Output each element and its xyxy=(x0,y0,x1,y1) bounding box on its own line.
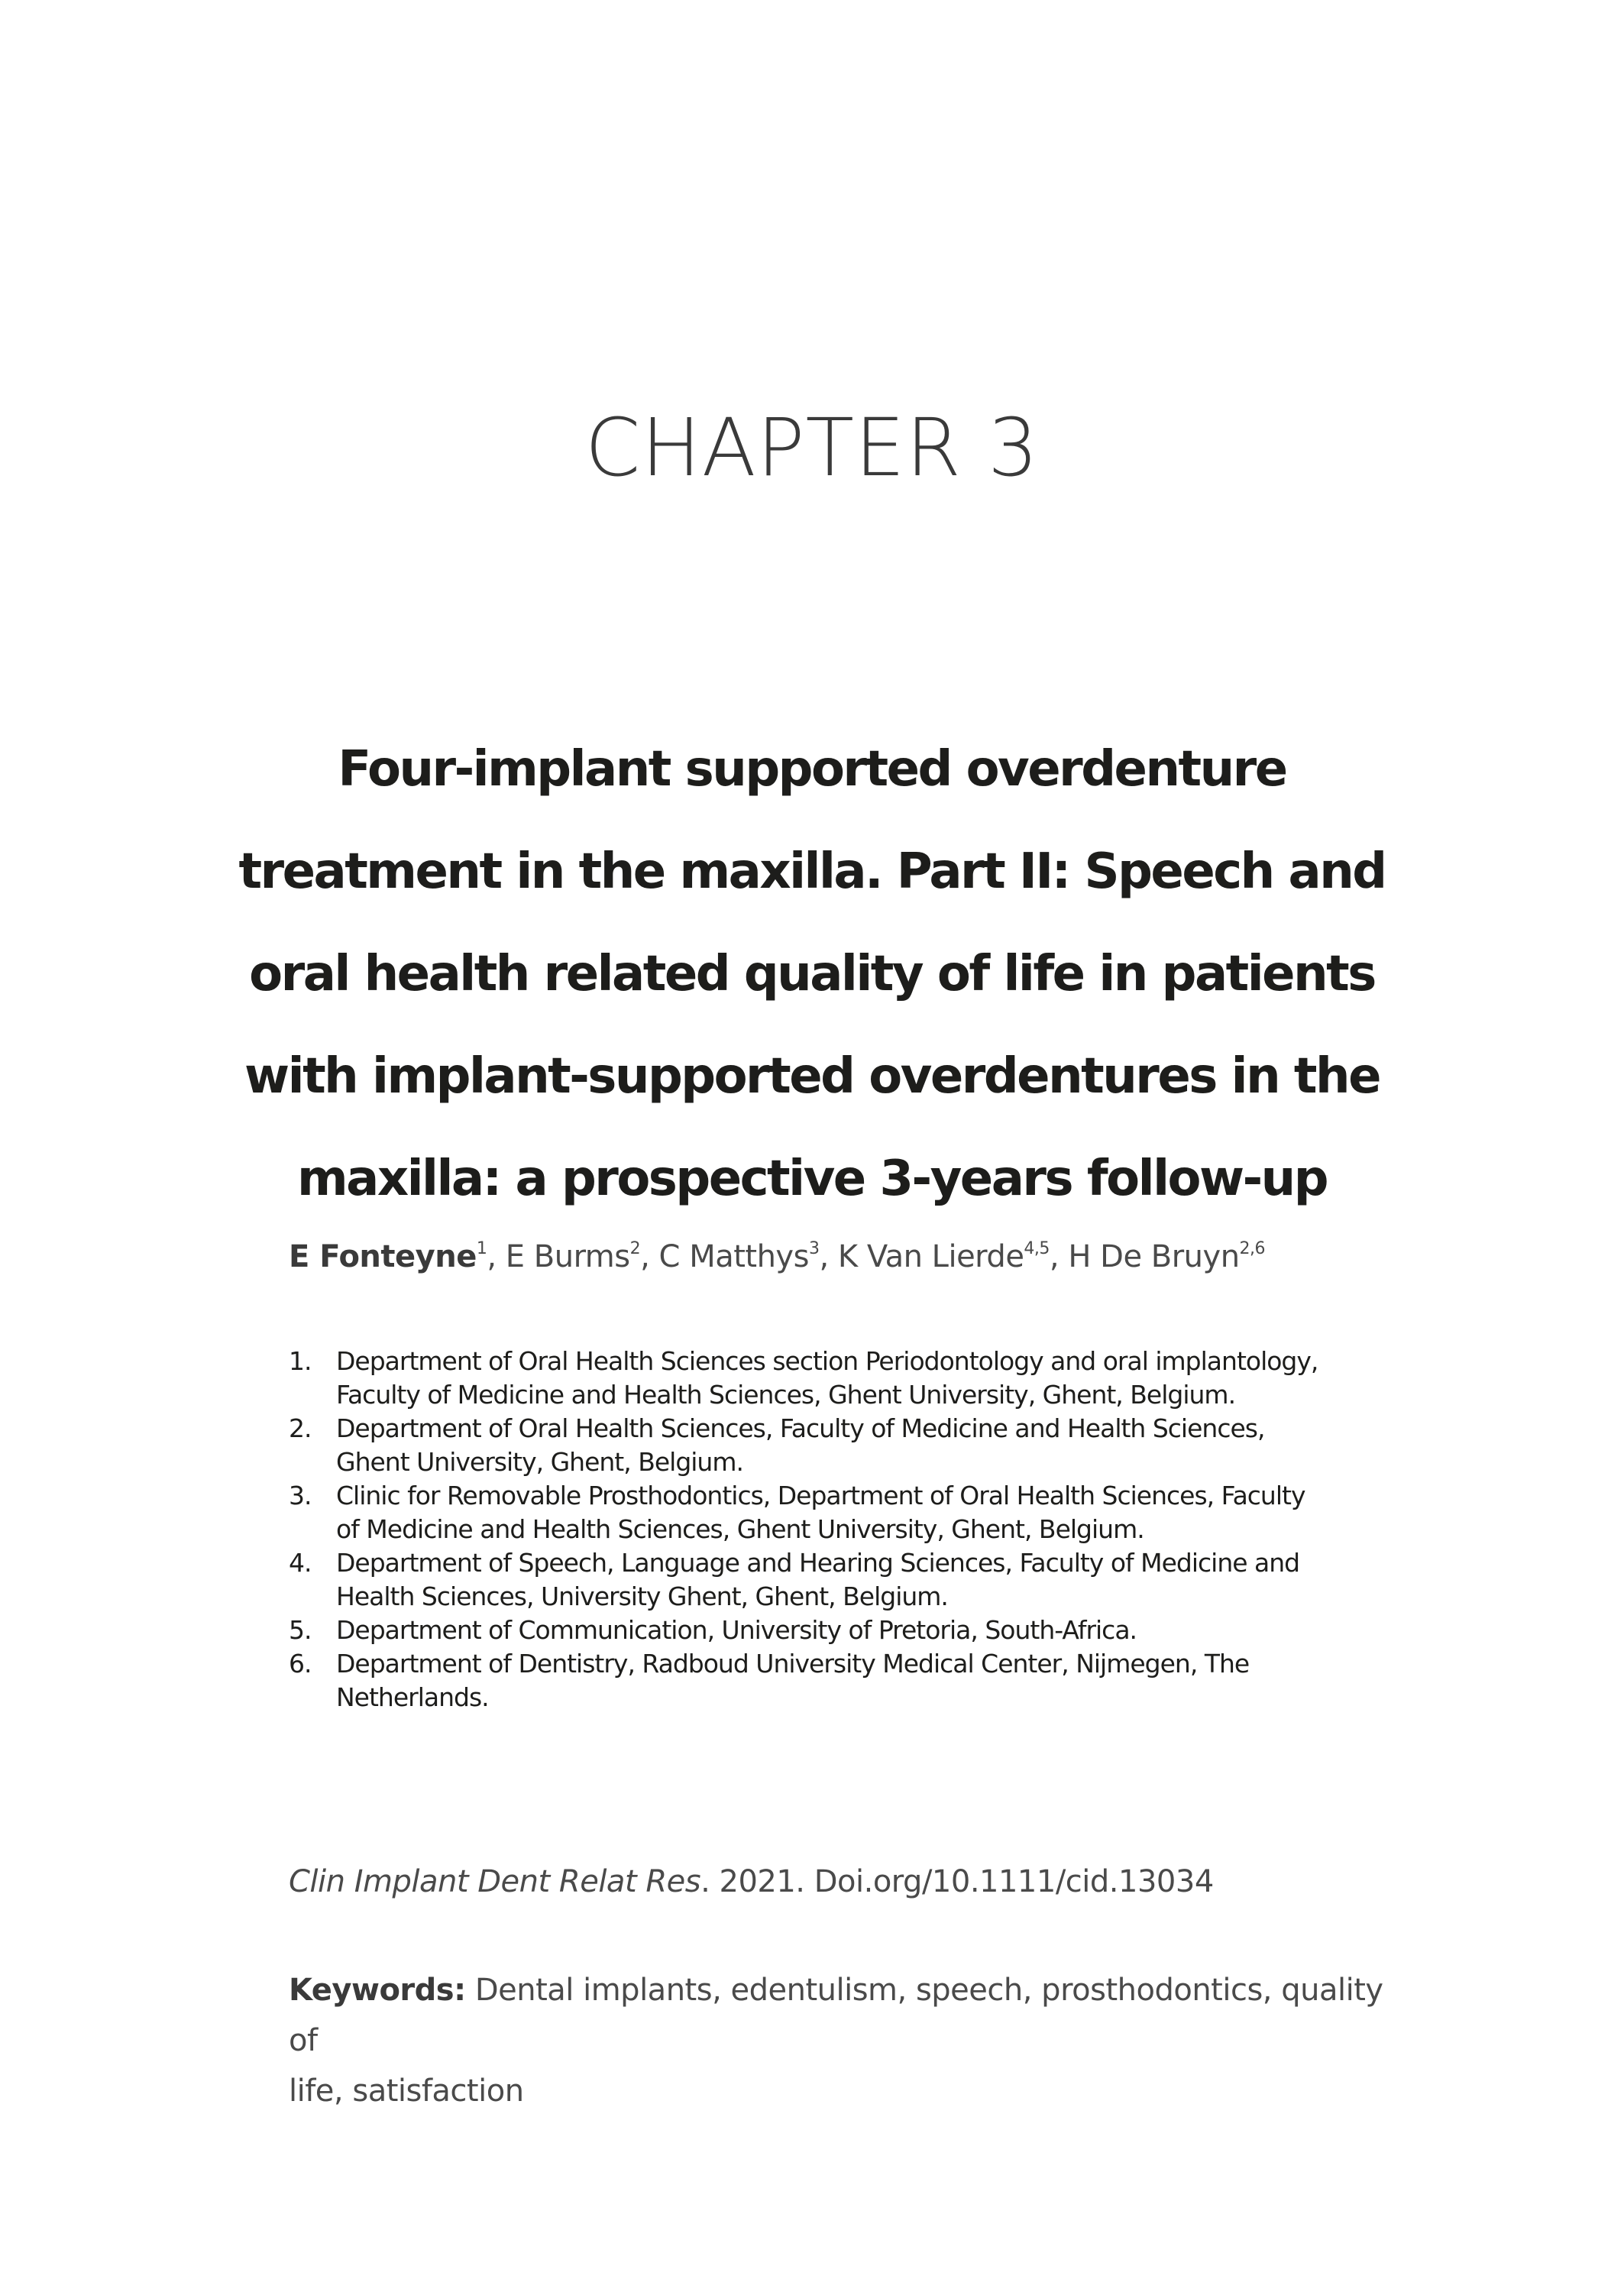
keywords xyxy=(289,1965,1404,2116)
affiliation-line: Department of Oral Health Sciences section Periodontology and oral implantology, xyxy=(336,1346,1318,1376)
affiliation-line: Department of Communication, University of Pretoria, South-Africa. xyxy=(336,1615,1137,1645)
affiliation-line: Health Sciences, University Ghent, Ghent, Belgium. xyxy=(336,1581,948,1611)
citation-details: . 2021. Doi.org/10.1111/cid.13034 xyxy=(700,1864,1214,1899)
affiliation-item xyxy=(289,1546,1389,1614)
article-title-line: Four-implant supported overdenture xyxy=(338,741,1286,798)
affiliation-item xyxy=(289,1412,1389,1479)
affiliation-line: Department of Oral Health Sciences, Faculty of Medicine and Health Sciences, xyxy=(336,1413,1265,1443)
affiliation-line: Department of Dentistry, Radboud University Medical Center, Nijmegen, The xyxy=(336,1649,1250,1679)
article-title-line: oral health related quality of life in patients xyxy=(249,946,1375,1002)
author-affiliation-marker: 2 xyxy=(629,1239,641,1258)
affiliation-number: 6. xyxy=(289,1649,312,1679)
affiliation-item xyxy=(289,1614,1389,1647)
chapter-heading: CHAPTER 3 xyxy=(584,401,1040,494)
author-name: E Fonteyne xyxy=(289,1239,477,1274)
author-name: K Van Lierde xyxy=(837,1239,1024,1274)
author-name: H De Bruyn xyxy=(1068,1239,1240,1274)
affiliation-line: Netherlands. xyxy=(336,1682,489,1712)
author-separator: , xyxy=(819,1239,838,1274)
keywords-text: life, satisfaction xyxy=(289,2073,524,2109)
affiliation-number: 4. xyxy=(289,1548,312,1578)
author-separator: , xyxy=(487,1239,506,1274)
journal-name: Clin Implant Dent Relat Res xyxy=(289,1864,701,1899)
article-title-line: treatment in the maxilla. Part II: Speech and xyxy=(238,843,1386,900)
affiliation-line: Ghent University, Ghent, Belgium. xyxy=(336,1447,743,1477)
keywords-label: Keywords: xyxy=(289,1973,466,2008)
author-name: C Matthys xyxy=(658,1239,809,1274)
article-title xyxy=(237,718,1387,1230)
affiliation-number: 2. xyxy=(289,1413,312,1443)
author-name: E Burms xyxy=(505,1239,630,1274)
affiliation-line: of Medicine and Health Sciences, Ghent University, Ghent, Belgium. xyxy=(336,1514,1144,1544)
keywords-text: Dental implants, edentulism, speech, prosthodontics, quality of xyxy=(289,1973,1383,2058)
affiliation-line: Faculty of Medicine and Health Sciences, Ghent University, Ghent, Belgium. xyxy=(336,1380,1236,1410)
affiliation-item xyxy=(289,1345,1389,1412)
author-affiliation-marker: 1 xyxy=(476,1239,487,1258)
affiliation-number: 3. xyxy=(289,1481,312,1510)
citation xyxy=(289,1864,1389,1899)
affiliation-line: Clinic for Removable Prosthodontics, Department of Oral Health Sciences, Faculty xyxy=(336,1481,1305,1510)
affiliation-list xyxy=(289,1345,1389,1714)
affiliation-item xyxy=(289,1479,1389,1546)
author-affiliation-marker: 2,6 xyxy=(1239,1239,1266,1258)
affiliation-number: 1. xyxy=(289,1346,312,1376)
author-affiliation-marker: 3 xyxy=(808,1239,820,1258)
affiliation-item xyxy=(289,1647,1389,1714)
article-title-line: with implant-supported overdentures in the xyxy=(244,1048,1380,1105)
author-affiliation-marker: 4,5 xyxy=(1024,1239,1050,1258)
author-separator: , xyxy=(1049,1239,1069,1274)
affiliation-line: Department of Speech, Language and Hearing Sciences, Faculty of Medicine and xyxy=(336,1548,1300,1578)
affiliation-number: 5. xyxy=(289,1615,312,1645)
author-separator: , xyxy=(640,1239,659,1274)
article-title-line: maxilla: a prospective 3-years follow-up xyxy=(296,1151,1328,1207)
author-list xyxy=(289,1239,1389,1274)
